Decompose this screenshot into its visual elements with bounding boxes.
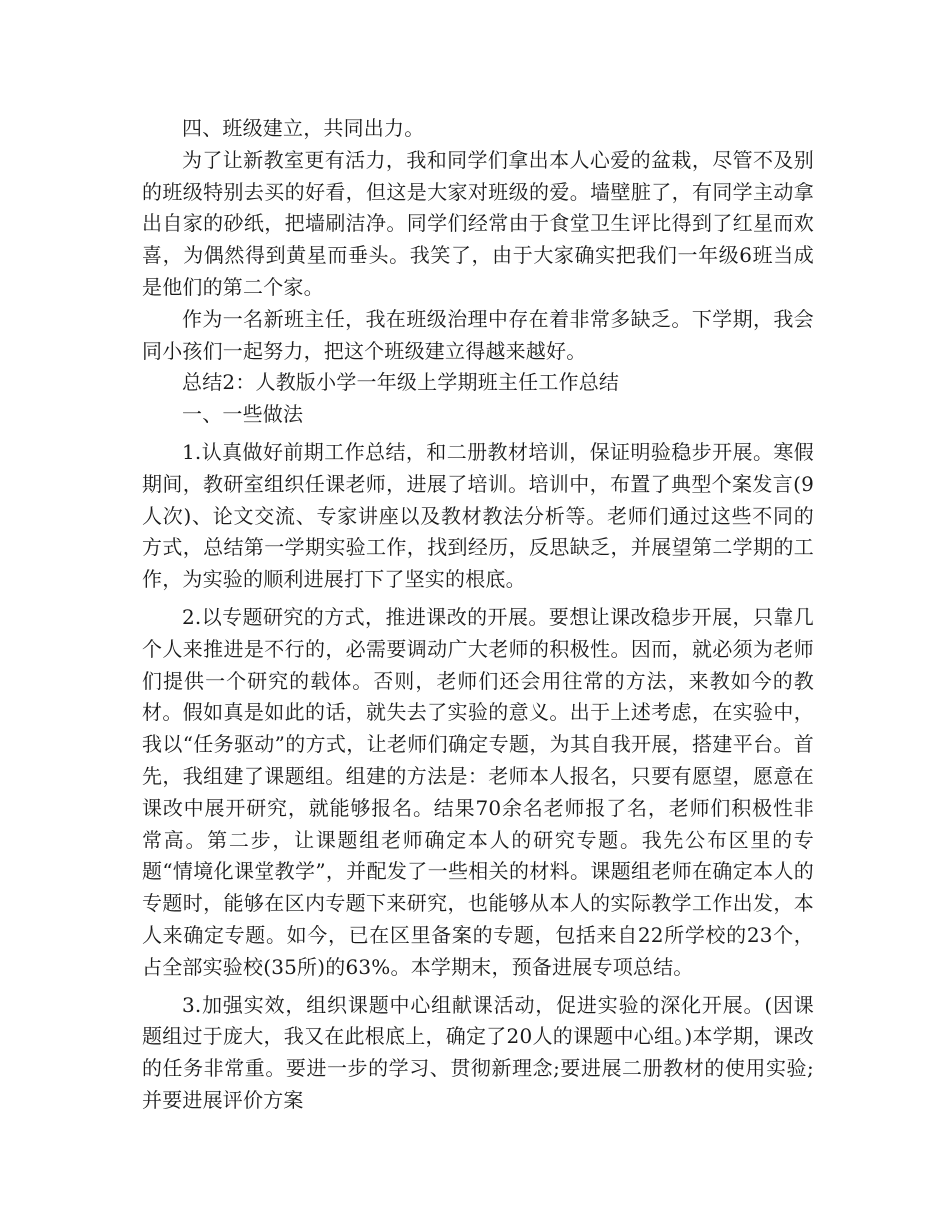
summary-2-title: 总结2：人教版小学一年级上学期班主任工作总结 — [182, 370, 620, 395]
list-item-1: 1.认真做好前期工作总结，和二册教材培训，保证明验稳步开展。寒假期间，教研室组织任课老师，进展了培训。培训中，布置了典型个案发言(9人次)、论文交流、专家讲座以及教材教法分析等。老师们通过这些不同的方式，总结第一学期实验工作，找到经历，反思缺乏，并展望第二学期的工作，为实验的顺利进展打下了坚实的根底。 — [142, 439, 814, 592]
body-paragraph: 作为一名新班主任，我在班级治理中存在着非常多缺乏。下学期，我会同小孩们一起努力，把这个班级建立得越来越好。 — [142, 306, 814, 363]
body-paragraph: 为了让新教室更有活力，我和同学们拿出本人心爱的盆栽，尽管不及别的班级特别去买的好看，但这是大家对班级的爱。墙壁脏了，有同学主动拿出自家的砂纸，把墙刷洁净。同学们经常由于食堂卫生评比得到了红星而欢喜，为偶然得到黄星而垂头。我笑了，由于大家确实把我们一年级6班当成是他们的第二个家。 — [142, 147, 814, 299]
document-body — [142, 113, 814, 1117]
list-item-2: 2.以专题研究的方式，推进课改的开展。要想让课改稳步开展，只靠几个人来推进是不行的，必需要调动广大老师的积极性。因而，就必须为老师们提供一个研究的载体。否则，老师们还会用往常的方法，来教如今的教材。假如真是如此的话，就失去了实验的意义。出于上述考虑，在实验中，我以“任务驱动”的方式，让老师们确定专题，为其自我开展，搭建平台。首先，我组建了课题组。组建的方法是：老师本人报名，只要有愿望，愿意在课改中展开研究，就能够报名。结果70余名老师报了名，老师们积极性非常高。第二步，让课题组老师确定本人的研究专题。我先公布区里的专题“情境化课堂教学”，并配发了一些相关的材料。课题组老师在确定本人的专题时，能够在区内专题下来研究，也能够从本人的实际教学工作出发，本人来确定专题。如今，已在区里备案的专题，包括来自22所学校的23个，占全部实验校(35所)的63%。本学期末，预备进展专项总结。 — [142, 604, 814, 979]
list-item-3: 3.加强实效，组织课题中心组献课活动，促进实验的深化开展。(因课题组过于庞大，我又在此根底上，确定了20人的课题中心组。)本学期，课改的任务非常重。要进一步的学习、贯彻新理念;要进展二册教材的使用实验;并要进展评价方案 — [142, 992, 814, 1112]
section-heading-4: 四、班级建立，共同出力。 — [182, 116, 425, 140]
section-heading-1: 一、一些做法 — [182, 402, 304, 427]
